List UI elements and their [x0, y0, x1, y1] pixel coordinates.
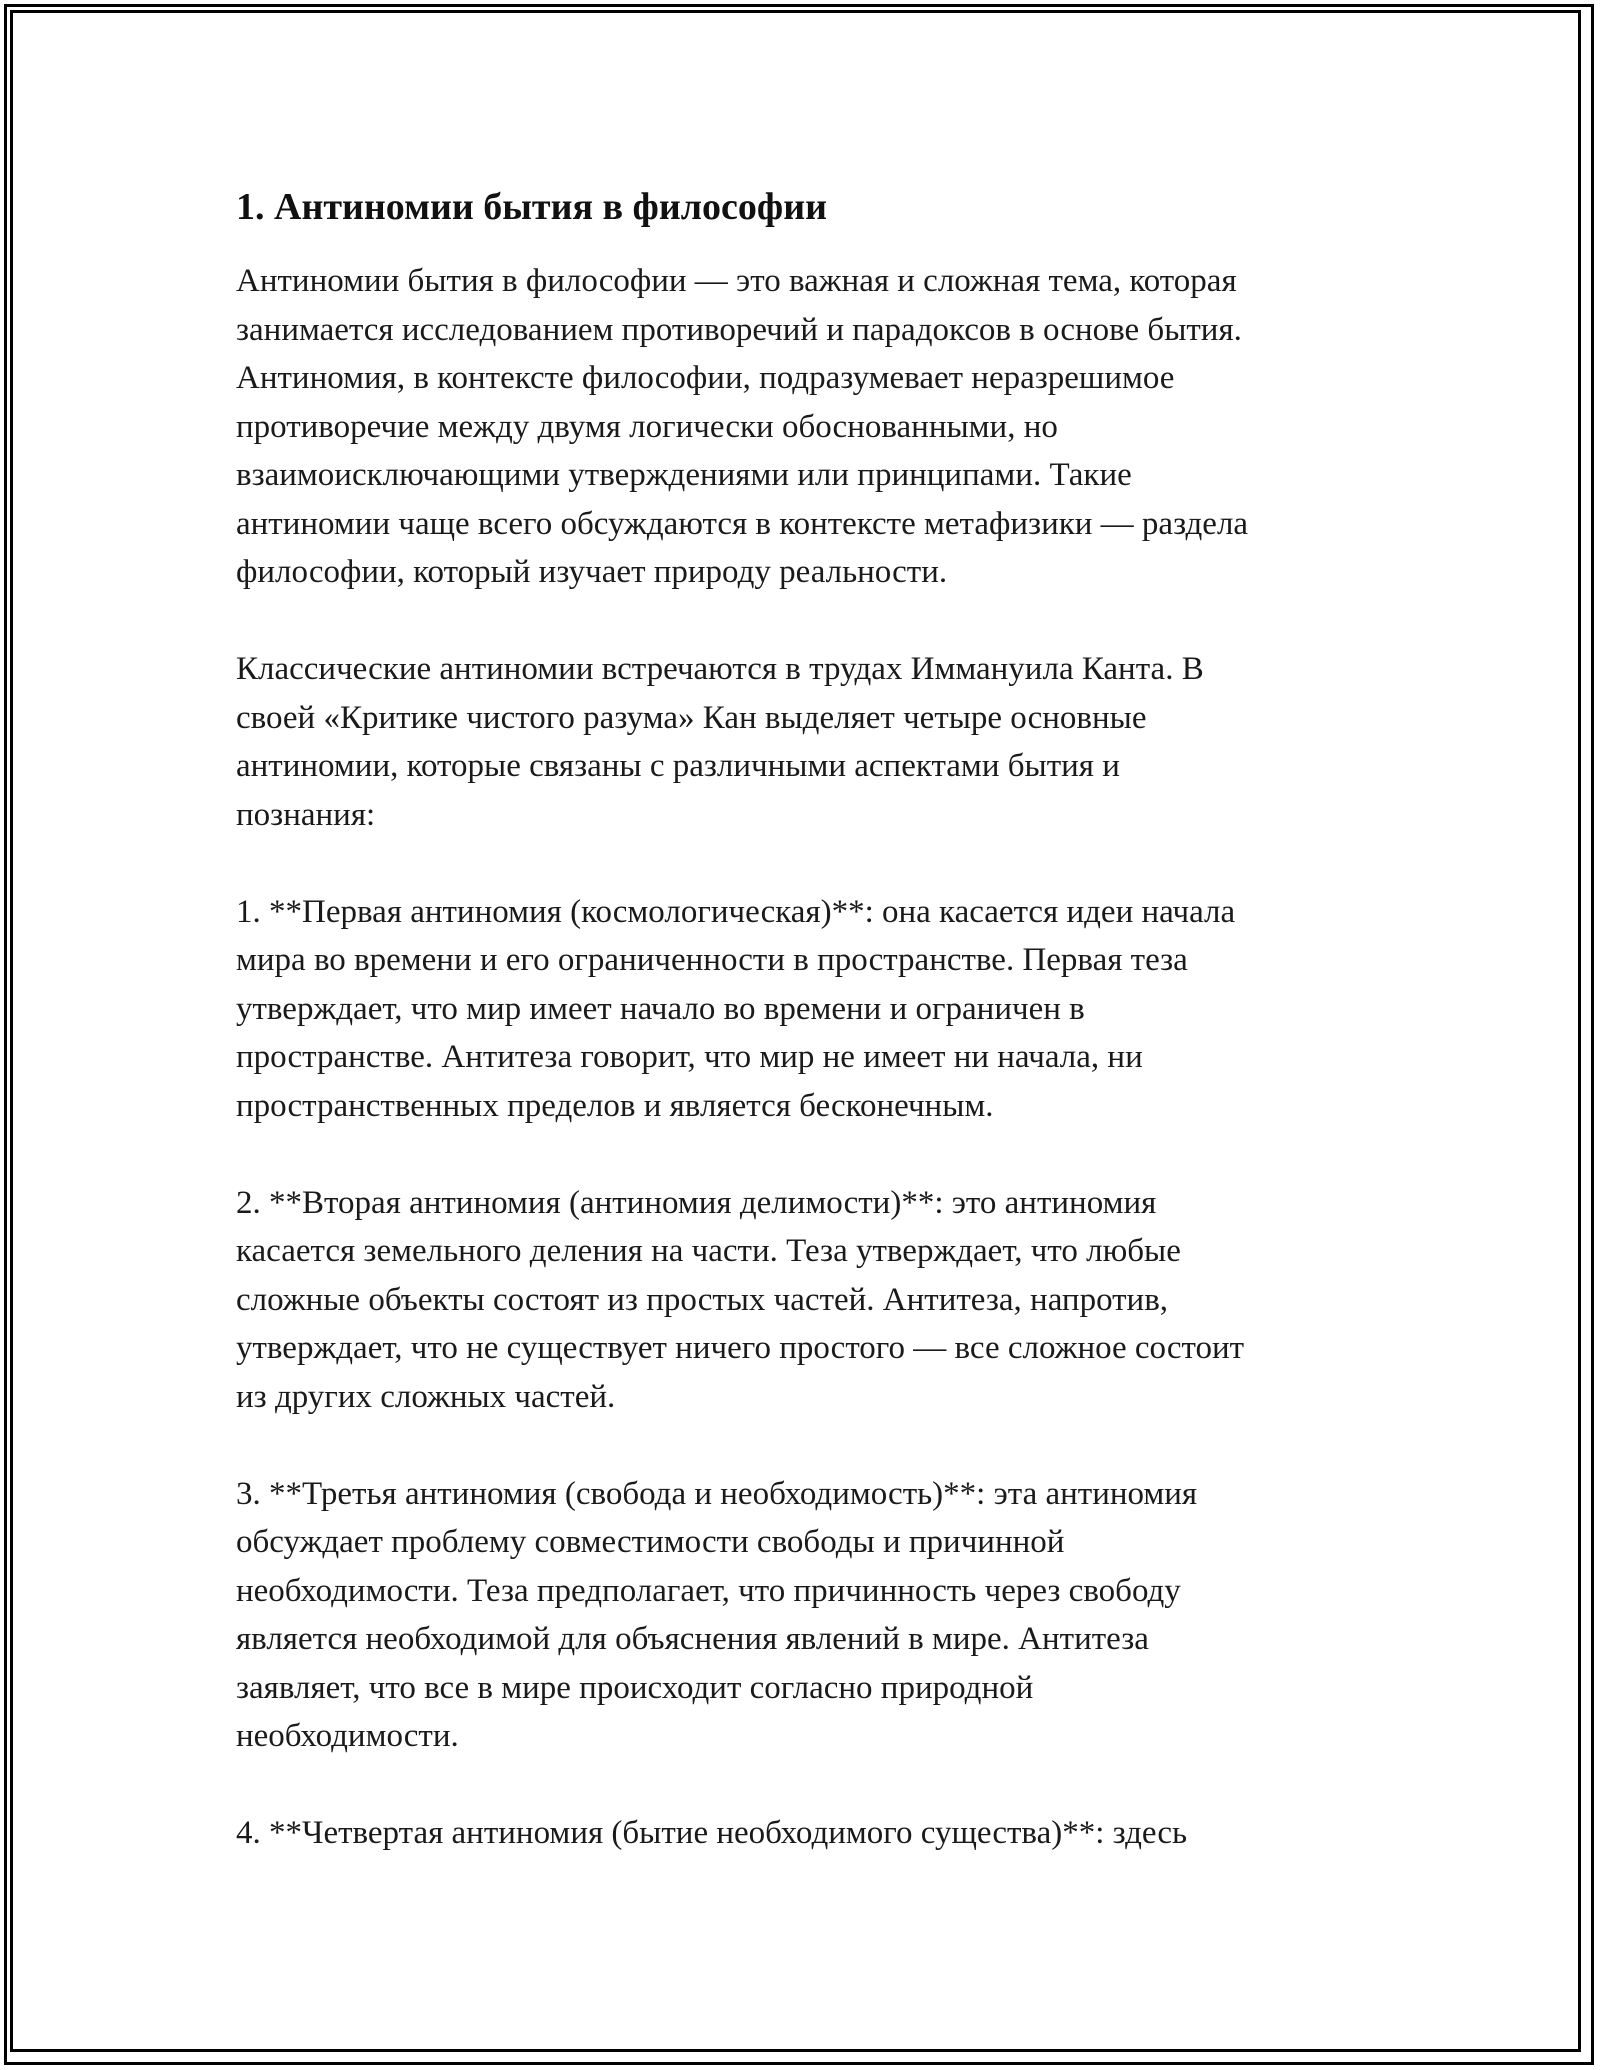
- paragraph-third-antinomy: 3. **Третья антиномия (свобода и необходимость)**: эта антиномия обсуждает проблему совместимости свободы и причинной необходимости. Теза предполагает, что причинность через свободу является необходимой для объяснения явлений в мире. Антитеза заявляет, что все в мире происходит согласно природной необходимости.: [236, 1475, 1198, 1754]
- paragraph-first-antinomy: 1. **Первая антиномия (космологическая)**: она касается идеи начала мира во времени и его ограниченности в пространстве. Первая теза утверждает, что мир имеет начало во времени и ограничен в пространстве. Антитеза говорит, что мир не имеет ни начала, ни пространственных пределов и является бесконечным.: [236, 893, 1236, 1124]
- paragraph-kant: Классические антиномии встречаются в трудах Иммануила Канта. В своей «Критике чистого разума» Кан выделяет четыре основные антиномии, которые связаны с различными аспектами бытия и познания:: [236, 651, 1204, 833]
- paragraph-second-antinomy: 2. **Вторая антиномия (антиномия делимости)**: это антиномия касается земельного деления на части. Теза утверждает, что любые сложные объекты состоят из простых частей. Антитеза, напротив, утверждает, что не существует ничего простого — все сложное состоит из других сложных частей.: [236, 1184, 1245, 1415]
- document-title: 1. Антиномии бытия в философии: [236, 186, 828, 228]
- paragraph-fourth-antinomy: 4. **Четвертая антиномия (бытие необходимого существа)**: здесь: [236, 1815, 1188, 1851]
- document-body: [236, 183, 1376, 1906]
- paragraph-intro: Антиномии бытия в философии — это важная и сложная тема, которая занимается исследованием противоречий и парадоксов в основе бытия. Антиномия, в контексте философии, подразумевает неразрешимое противоречие между двумя логически обоснованными, но взаимоисключающими утверждениями или принципами. Такие антиномии чаще всего обсуждаются в контексте метафизики — раздела философии, который изучает природу реальности.: [236, 263, 1249, 590]
